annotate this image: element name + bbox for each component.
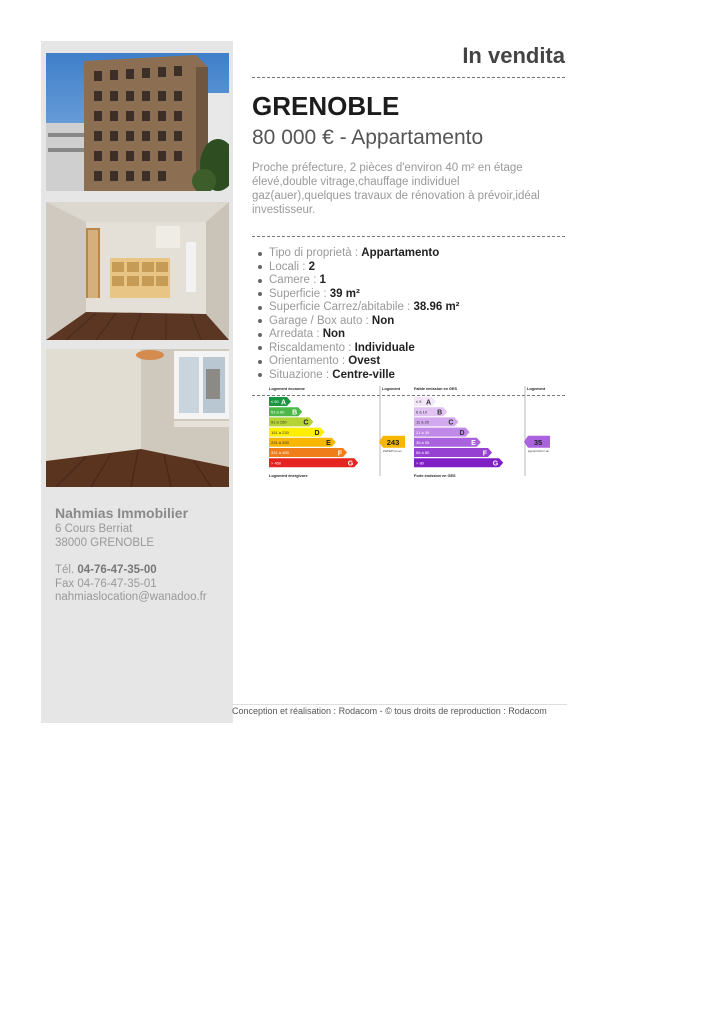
property-value: Non: [371, 314, 395, 327]
ges-footer: Forte émission en GES: [414, 474, 456, 478]
property-type: [252, 247, 565, 261]
ges-letter-B: B: [437, 409, 443, 417]
energy-diagram: [268, 384, 550, 480]
ges-letter-A: A: [425, 399, 431, 407]
property-value: 39 m²: [329, 287, 360, 300]
property-value: Non: [322, 328, 346, 340]
ges-range-B: 6 à 10: [416, 409, 428, 415]
dpe-header-right: Logement: [382, 387, 401, 391]
building-image: [46, 53, 229, 191]
kitchen-image: [46, 202, 229, 340]
dpe-range-G: > 450: [271, 460, 282, 466]
ges-letter-E: E: [471, 440, 476, 448]
room-photo[interactable]: [46, 349, 229, 487]
ges-range-D: 21 à 35: [416, 429, 430, 435]
property-value: Centre-ville: [332, 368, 395, 381]
agency-name: Nahmias Immobilier: [55, 505, 189, 521]
property-label: Orientamento :: [269, 355, 349, 367]
dpe-letter-C: C: [303, 419, 309, 427]
dpe-current-value: 243: [386, 437, 400, 447]
building-photo[interactable]: [46, 53, 229, 191]
dpe-letter-F: F: [337, 450, 342, 458]
ges-range-E: 36 à 55: [416, 440, 430, 445]
ges-letter-F: F: [482, 450, 487, 458]
property-surface: [252, 288, 565, 302]
ges-unit: kgéqCO2/m².an: [528, 448, 550, 453]
agency-address-street: 6 Cours Berriat: [55, 523, 133, 535]
property-value: 1: [319, 274, 326, 286]
dpe-band-G: [269, 458, 358, 467]
agency-info: [55, 505, 230, 605]
ges-current-value: 35: [533, 437, 543, 447]
property-orientation: [252, 355, 565, 369]
ges-range-C: 11 à 20: [416, 419, 430, 425]
listing-main: [252, 41, 565, 396]
agency-fax: Fax 04-76-47-35-01: [55, 577, 157, 590]
listing-city: GRENOBLE: [252, 91, 400, 121]
dpe-letter-D: D: [314, 429, 320, 437]
property-label: Superficie Carrez/abitabile :: [269, 301, 414, 313]
phone-number[interactable]: 04-76-47-35-00: [77, 564, 157, 576]
property-carrez: [252, 301, 565, 315]
property-bedrooms: [252, 274, 565, 288]
agency-address-city: 38000 GRENOBLE: [55, 536, 155, 549]
dpe-letter-A: A: [280, 399, 286, 407]
dpe-range-D: 151 à 230: [271, 429, 289, 435]
dpe-header-left: Logement économe: [269, 387, 305, 391]
ges-header-right: Logement: [527, 387, 546, 391]
energy-labels: [268, 384, 550, 480]
ges-letter-G: G: [492, 460, 499, 468]
property-label: Riscaldamento :: [269, 341, 355, 354]
dpe-footer: Logement énergivore: [269, 474, 308, 478]
property-label: Garage / Box auto :: [269, 314, 372, 327]
property-location: [252, 369, 565, 383]
footer-credits: Conception et réalisation : Rodacom - © tous droits de reproduction : Rodacom: [232, 706, 547, 716]
listing-status: In vendita: [462, 43, 565, 68]
dpe-letter-G: G: [347, 460, 354, 468]
dpe-letter-B: B: [292, 409, 298, 417]
property-list: [252, 247, 565, 382]
property-value: Appartamento: [361, 247, 440, 259]
dpe-range-C: 91 à 150: [271, 419, 287, 425]
dpe-range-F: 331 à 450: [271, 450, 289, 456]
ges-range-A: ≤ 5: [416, 399, 422, 405]
ges-header-left: Faible émission en GES: [414, 387, 458, 391]
agency-phone: [55, 564, 230, 578]
property-label: Situazione :: [269, 368, 333, 381]
ges-range-G: > 80: [416, 460, 424, 466]
property-furnished: [252, 328, 565, 342]
ges-letter-D: D: [459, 429, 465, 437]
dpe-range-B: 51 à 90: [271, 409, 285, 415]
property-value: 2: [308, 260, 316, 273]
property-value: Individuale: [354, 341, 415, 354]
divider: [252, 236, 565, 237]
ges-letter-C: C: [448, 419, 454, 427]
listing-description: Proche préfecture, 2 pièces d'environ 40 m² en étage élevé,double vitrage,chauffage individuel gaz(auer),quelques travaux de rénovation à prévoir,idéal investisseur.: [252, 162, 540, 216]
property-label: Arredata :: [269, 328, 323, 340]
property-value: Ovest: [348, 355, 381, 367]
divider: [252, 77, 565, 78]
property-value: 38.96 m²: [413, 301, 460, 313]
dpe-range-E: 231 à 330: [271, 440, 289, 445]
property-label: Camere :: [269, 274, 320, 286]
listing-price: 80 000 € - Appartamento: [252, 126, 484, 149]
dpe-unit: kWhEP/m².an: [383, 448, 402, 453]
kitchen-photo[interactable]: [46, 202, 229, 340]
property-label: Superficie :: [269, 287, 330, 300]
property-heating: [252, 342, 565, 356]
ges-band-G: [414, 458, 503, 467]
ges-range-F: 56 à 80: [416, 450, 430, 456]
room-image: [46, 349, 229, 487]
property-label: Locali :: [269, 260, 309, 273]
dpe-range-A: ≤ 50: [271, 399, 279, 405]
property-rooms: [252, 261, 565, 275]
dpe-letter-E: E: [326, 440, 331, 448]
property-label: Tipo di proprietà :: [269, 247, 362, 259]
property-garage: [252, 315, 565, 329]
agency-email[interactable]: nahmiaslocation@wanadoo.fr: [55, 591, 207, 603]
phone-label: Tél.: [55, 564, 78, 576]
footer-divider: [232, 704, 567, 705]
